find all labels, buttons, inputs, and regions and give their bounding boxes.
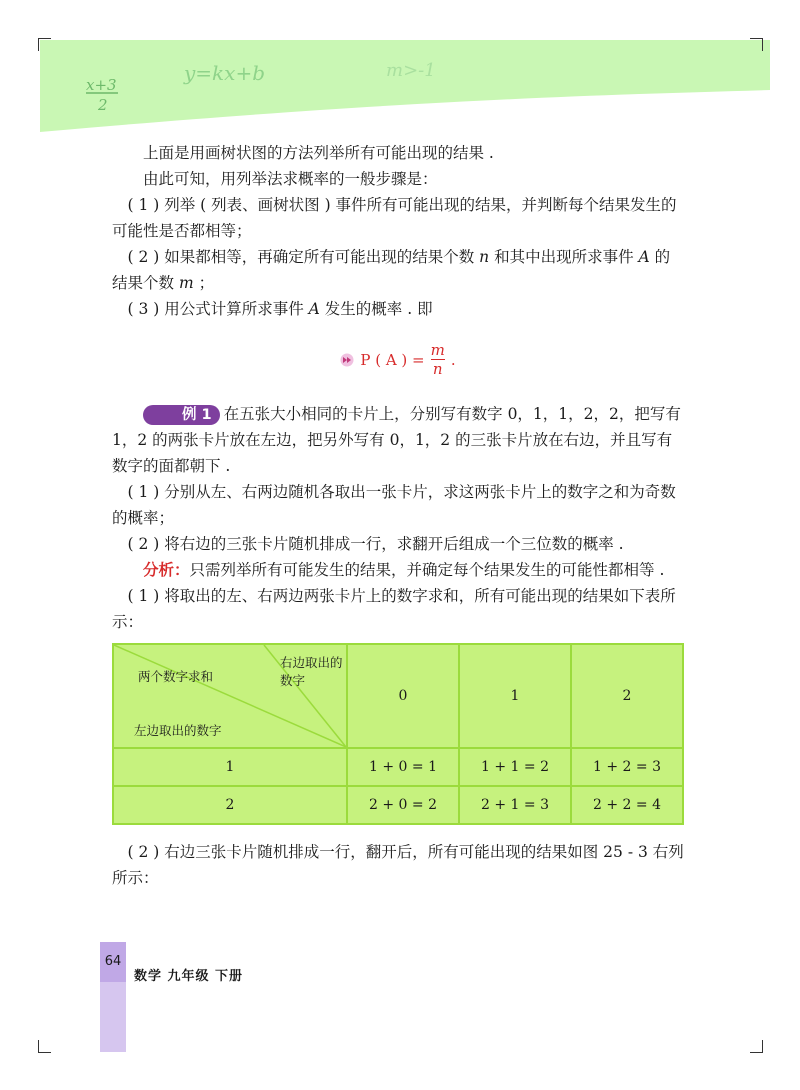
double-arrow-icon: [340, 353, 354, 367]
table-row: [113, 786, 683, 824]
table-label-left: 左边取出的数字: [134, 723, 222, 738]
paragraph-step-1: ( 1 ) 列举 ( 列表、画树状图 ) 事件所有可能出现的结果，并判断每个结果发生的可能性是否都相等；: [112, 196, 677, 240]
header-banner: [0, 0, 800, 140]
banner-formula-2: y=kx+b: [184, 61, 266, 85]
solution-2: ( 2 ) 右边三张卡片随机排成一行，翻开后，所有可能出现的结果如图 25 - 3 右列所示：: [112, 843, 684, 887]
table-cell: 1 + 1 = 2: [459, 748, 571, 786]
paragraph-step-3: ( 3 ) 用公式计算所求事件 A 发生的概率 . 即: [127, 300, 433, 318]
example-tag: 例 1: [143, 405, 220, 425]
example-question-1: ( 1 ) 分别从左、右两边随机各取出一张卡片，求这两张卡片上的数字之和为奇数的概率；: [112, 483, 676, 527]
solution-1: ( 1 ) 将取出的左、右两边两张卡片上的数字求和，所有可能出现的结果如下表所示：: [112, 587, 676, 631]
sum-table: [112, 643, 684, 825]
formula-fraction: $\frac{m}{n}$: [430, 341, 445, 378]
probability-formula: P ( A ) = $\frac{m}{n}$ .: [112, 342, 684, 377]
table-label-sum: 两个数字求和: [138, 669, 214, 684]
table-col-header: 1: [459, 644, 571, 748]
analysis-label: 分析：: [143, 560, 190, 579]
paragraph-2: 由此可知，用列举法求概率的一般步骤是：: [143, 170, 438, 188]
table-col-header: 2: [571, 644, 683, 748]
page-number: 64: [100, 942, 126, 982]
formula-lhs: P ( A ) =: [360, 350, 425, 369]
banner-formula-3: m>-1: [386, 60, 436, 81]
table-cell: 2 + 2 = 4: [571, 786, 683, 824]
analysis: 分析：只需列举所有可能发生的结果，并确定每个结果发生的可能性都相等 .: [143, 560, 665, 579]
example-1-statement: 例 1 在五张大小相同的卡片上，分别写有数字 0，1，1，2，2，把写有 1，2 的两张卡片放在左边，把另外写有 0，1，2 的三张卡片放在右边，并且写有数字的面都朝下 .: [112, 405, 681, 475]
page-content: [112, 140, 684, 891]
table-col-header: 0: [347, 644, 459, 748]
example-question-2: ( 2 ) 将右边的三张卡片随机排成一行，求翻开后组成一个三位数的概率 .: [127, 535, 624, 553]
crop-mark-bottom-left: [38, 1040, 51, 1053]
banner-formula-1-den: 2: [98, 96, 108, 114]
table-cell: 1 + 2 = 3: [571, 748, 683, 786]
table-cell: 2 + 0 = 2: [347, 786, 459, 824]
table-label-right: 右边取出的数字: [280, 655, 343, 688]
book-title: 数学 九年级 下册: [134, 969, 244, 984]
table-cell: 2 + 1 = 3: [459, 786, 571, 824]
table-header-diagonal: [113, 644, 347, 748]
paragraph-1: 上面是用画树状图的方法列举所有可能出现的结果 .: [143, 144, 494, 162]
banner-formula-1: x+3: [86, 76, 117, 94]
table-cell: 1 + 0 = 1: [347, 748, 459, 786]
table-row-header: 2: [113, 786, 347, 824]
paragraph-step-2: ( 2 ) 如果都相等，再确定所有可能出现的结果个数 n 和其中出现所求事件 A 的结果个数 m ；: [112, 248, 671, 292]
crop-mark-top-left: [38, 38, 51, 51]
crop-mark-top-right: [750, 38, 763, 51]
table-row: [113, 748, 683, 786]
crop-mark-bottom-right: [750, 1040, 763, 1053]
table-row-header: 1: [113, 748, 347, 786]
